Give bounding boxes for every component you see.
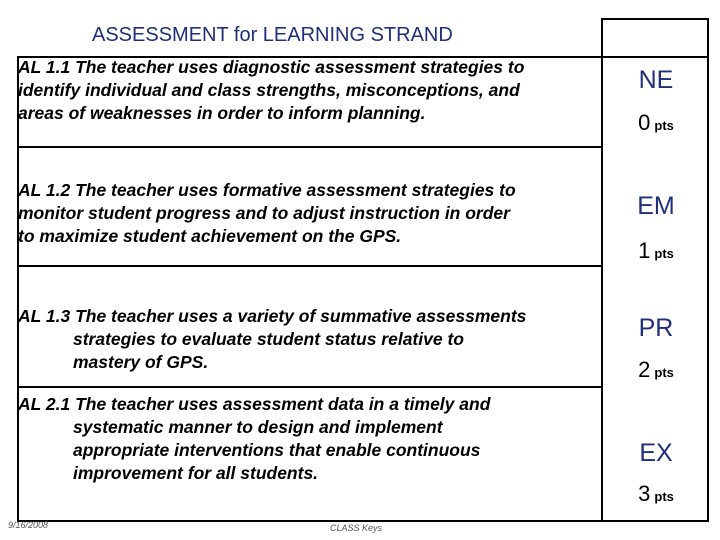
strand-text (18, 179, 600, 248)
rating-points (603, 481, 709, 507)
points-unit: pts (654, 246, 674, 261)
points-value: 2 (638, 357, 651, 382)
rating-points (603, 110, 709, 136)
points-unit: pts (654, 118, 674, 133)
row-divider (17, 386, 603, 388)
footer-date: 9/16/2008 (8, 520, 49, 530)
points-unit: pts (654, 365, 674, 380)
strand-text (18, 393, 600, 485)
row-divider (17, 265, 603, 267)
rating-code: EM (637, 192, 675, 220)
rating-points (603, 238, 709, 264)
slide-title: ASSESSMENT for LEARNING STRAND (92, 24, 453, 46)
strand-text (18, 305, 600, 374)
column-top-edge (601, 18, 709, 20)
strand-line: AL 1.2 The teacher uses formative assessment strategies to (18, 180, 516, 200)
strand-line: AL 1.1 The teacher uses diagnostic assessment strategies to (18, 57, 525, 77)
strand-text (18, 56, 600, 125)
strand-line: to maximize student achievement on the GPS. (18, 226, 402, 246)
strand-line: improvement for all students. (73, 463, 319, 483)
rating-code: NE (638, 66, 674, 94)
points-unit: pts (654, 489, 674, 504)
rating-points (603, 357, 709, 383)
strand-line: identify individual and class strengths, misconceptions, and (18, 80, 520, 100)
strand-line: AL 2.1 The teacher uses assessment data in a timely and (18, 394, 491, 414)
points-value: 0 (638, 110, 651, 135)
strand-line: appropriate interventions that enable continuous (73, 440, 481, 460)
strand-line: systematic manner to design and implement (73, 417, 443, 437)
strand-line: areas of weaknesses in order to inform planning. (18, 103, 426, 123)
footer-label: CLASS Keys (330, 523, 383, 533)
strand-line: monitor student progress and to adjust instruction in order (18, 203, 510, 223)
strand-line: AL 1.3 The teacher uses a variety of summative assessments (18, 306, 527, 326)
strand-line: strategies to evaluate student status relative to (73, 329, 464, 349)
rating-code: PR (638, 314, 674, 342)
row-divider (17, 146, 603, 148)
points-value: 3 (638, 481, 651, 506)
points-value: 1 (638, 238, 651, 263)
rating-code: EX (639, 439, 673, 467)
strand-line: mastery of GPS. (73, 352, 209, 372)
